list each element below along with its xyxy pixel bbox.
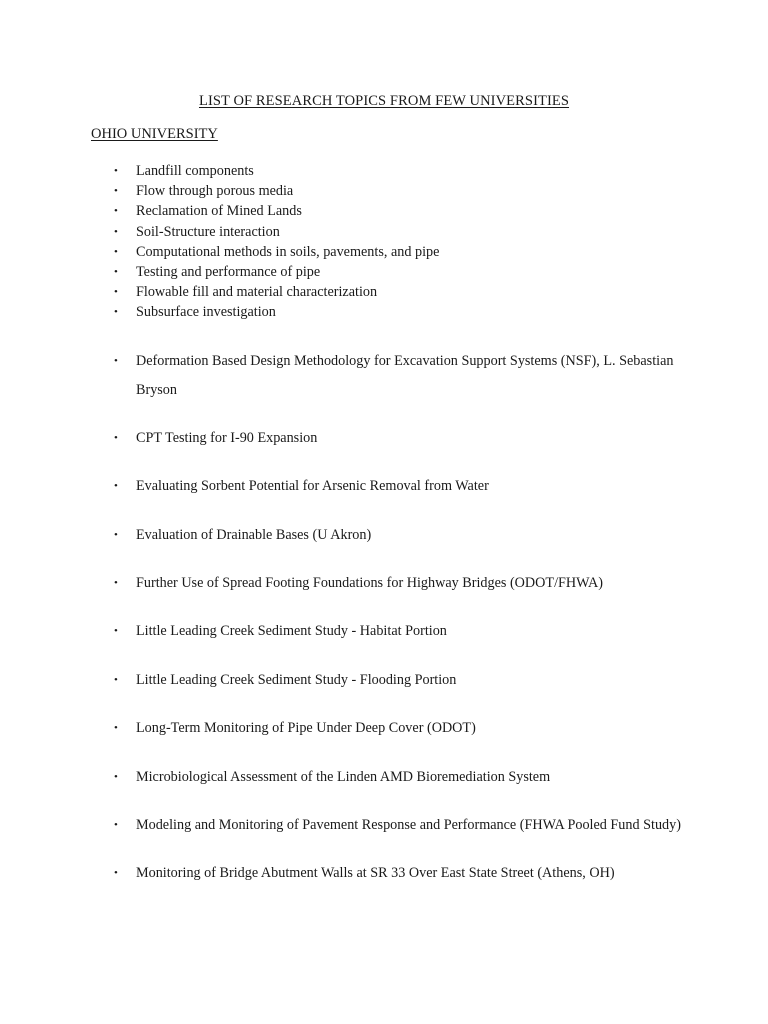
bullet-icon: • — [114, 528, 118, 541]
list-item-text: Reclamation of Mined Lands — [136, 203, 302, 220]
bullet-icon: • — [114, 770, 118, 783]
list-item-text: CPT Testing for I-90 Expansion — [136, 429, 318, 446]
list-item — [112, 424, 692, 453]
bullet-icon: • — [114, 355, 118, 367]
list-item — [112, 666, 692, 695]
list-item-text: Deformation Based Design Methodology for Excavation Support Systems (NSF), L. Sebastian Bryson — [136, 353, 674, 398]
bullet-icon: • — [114, 625, 118, 638]
list-item — [112, 617, 692, 646]
list-item — [112, 242, 692, 262]
list-item-text: Flow through porous media — [136, 183, 294, 200]
list-item-text: Testing and performance of pipe — [136, 264, 321, 281]
list-item-text: Long-Term Monitoring of Pipe Under Deep Cover (ODOT) — [136, 720, 476, 737]
document-title: LIST OF RESEARCH TOPICS FROM FEW UNIVERSITIES — [198, 93, 570, 109]
bullet-icon: • — [114, 185, 118, 198]
list-item-text: Further Use of Spread Footing Foundations for Highway Bridges (ODOT/FHWA) — [136, 575, 603, 592]
bullet-icon: • — [114, 577, 118, 590]
list-item — [112, 282, 692, 302]
list-item-text: Flowable fill and material characterization — [136, 284, 378, 301]
list-item-text: Computational methods in soils, pavements, and pipe — [136, 243, 440, 260]
bullet-icon: • — [114, 205, 118, 218]
list-item — [112, 811, 692, 840]
bullet-icon: • — [114, 480, 118, 493]
bullet-icon: • — [114, 245, 118, 258]
research-projects-list — [112, 347, 692, 908]
bullet-icon: • — [114, 225, 118, 238]
bullet-icon: • — [114, 266, 118, 279]
list-item — [112, 222, 692, 242]
list-item — [112, 302, 692, 322]
list-item — [112, 262, 692, 282]
bullet-icon: • — [114, 819, 118, 832]
list-item-text: Evaluating Sorbent Potential for Arsenic Removal from Water — [136, 478, 489, 495]
list-item-text: Microbiological Assessment of the Linden AMD Bioremediation System — [136, 768, 551, 785]
list-item — [112, 472, 692, 501]
bullet-icon: • — [114, 722, 118, 735]
list-item — [112, 181, 692, 201]
list-item — [112, 347, 692, 404]
bullet-icon: • — [114, 286, 118, 299]
list-item-text: Soil-Structure interaction — [136, 223, 280, 240]
list-item — [112, 569, 692, 598]
bullet-icon: • — [114, 165, 118, 177]
list-item — [112, 521, 692, 550]
bullet-icon: • — [114, 673, 118, 686]
list-item-text: Evaluation of Drainable Bases (U Akron) — [136, 526, 372, 543]
list-item-text: Modeling and Monitoring of Pavement Response and Performance (FHWA Pooled Fund Study) — [136, 817, 681, 834]
list-item-text: Little Leading Creek Sediment Study - Flooding Portion — [136, 671, 457, 688]
list-item-text: Monitoring of Bridge Abutment Walls at SR 33 Over East State Street (Athens, OH) — [136, 865, 615, 882]
section-heading-ohio-university: OHIO UNIVERSITY — [91, 126, 218, 142]
list-item-text: Little Leading Creek Sediment Study - Habitat Portion — [136, 623, 447, 640]
list-item-text: Subsurface investigation — [136, 304, 276, 321]
research-areas-list — [112, 161, 692, 323]
list-item — [112, 859, 692, 888]
bullet-icon: • — [114, 867, 118, 880]
bullet-icon: • — [114, 306, 118, 319]
list-item — [112, 714, 692, 743]
list-item — [112, 763, 692, 792]
list-item — [112, 201, 692, 221]
list-item — [112, 161, 692, 181]
list-item-text: Landfill components — [136, 163, 254, 179]
bullet-icon: • — [114, 431, 118, 444]
